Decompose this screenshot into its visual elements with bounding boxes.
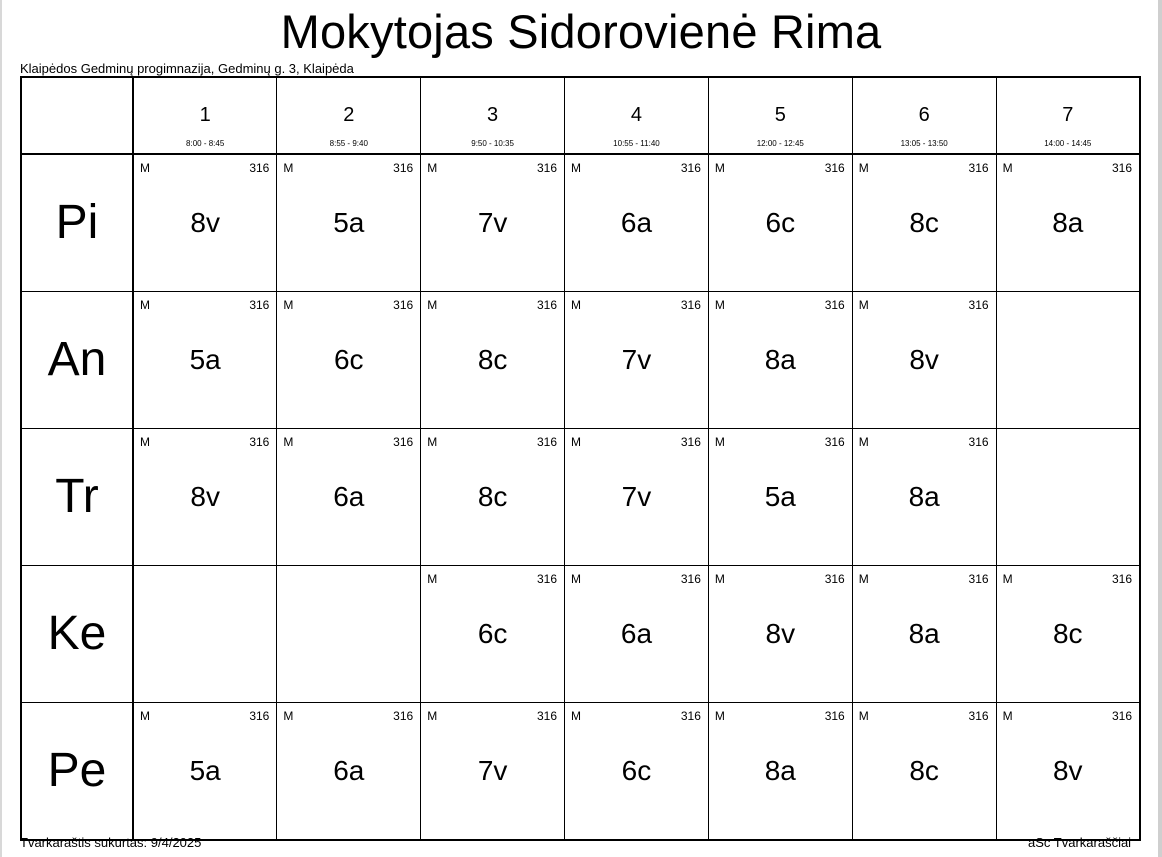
lesson-cell	[421, 703, 565, 841]
period-time: 12:00 - 12:45	[756, 139, 804, 148]
day-label-cell	[21, 429, 133, 566]
lesson-class: 8v	[765, 618, 796, 649]
period-number: 3	[487, 104, 499, 126]
lesson-room: 316	[824, 298, 845, 312]
lesson-class: 6a	[333, 755, 365, 786]
period-header-cell	[133, 77, 277, 154]
lesson-cell	[852, 566, 996, 703]
day-label-cell	[21, 566, 133, 703]
empty-cell	[277, 566, 421, 703]
school-address: Klaipėdos Gedminų progimnazija, Gedminų g. 3, Klaipėda	[20, 61, 354, 76]
period-number: 1	[199, 104, 211, 126]
lesson-cell	[277, 292, 421, 429]
lesson-subject: M	[427, 161, 438, 175]
lesson-room: 316	[968, 435, 989, 449]
lesson-class: 5a	[764, 481, 796, 512]
lesson-subject: M	[427, 709, 438, 723]
lesson-class: 6c	[765, 207, 796, 238]
period-time: 8:55 - 9:40	[329, 139, 368, 148]
lesson-subject: M	[571, 161, 582, 175]
period-time: 13:05 - 13:50	[900, 139, 948, 148]
lesson-subject: M	[427, 435, 438, 449]
day-label: Tr	[55, 470, 99, 523]
lesson-cell	[565, 292, 709, 429]
day-label: An	[47, 333, 107, 386]
day-row	[21, 292, 1140, 429]
lesson-cell	[996, 154, 1140, 292]
day-label-cell	[21, 154, 133, 292]
lesson-room: 316	[1111, 161, 1132, 175]
lesson-cell	[421, 292, 565, 429]
lesson-subject: M	[283, 709, 294, 723]
lesson-room: 316	[249, 709, 270, 723]
lesson-cell	[277, 154, 421, 292]
lesson-room: 316	[537, 572, 558, 586]
lesson-cell	[421, 154, 565, 292]
lesson-cell	[565, 566, 709, 703]
lesson-room: 316	[1111, 709, 1132, 723]
lesson-class: 8v	[190, 481, 220, 512]
lesson-room: 316	[680, 298, 701, 312]
software-brand: aSc Tvarkaraščiai	[1028, 835, 1132, 850]
lesson-subject: M	[427, 572, 438, 586]
lesson-room: 316	[968, 161, 989, 175]
lesson-room: 316	[968, 709, 989, 723]
lesson-room: 316	[393, 161, 414, 175]
lesson-subject: M	[283, 435, 294, 449]
created-date: Tvarkaraštis sukurtas: 9/4/2025	[20, 835, 202, 850]
lesson-class: 7v	[477, 755, 508, 786]
period-time: 8:00 - 8:45	[186, 139, 225, 148]
period-header-cell	[708, 77, 852, 154]
lesson-class: 7v	[477, 207, 508, 238]
period-header-cell	[852, 77, 996, 154]
lesson-cell	[421, 429, 565, 566]
lesson-subject: M	[858, 572, 869, 586]
lesson-class: 6a	[620, 207, 653, 238]
lesson-cell	[852, 429, 996, 566]
lesson-subject: M	[140, 161, 150, 175]
period-time: 14:00 - 14:45	[1044, 139, 1092, 148]
empty-cell	[133, 566, 277, 703]
lesson-cell	[708, 429, 852, 566]
period-time: 10:55 - 11:40	[613, 139, 660, 148]
lesson-subject: M	[140, 298, 150, 312]
lesson-cell	[133, 429, 277, 566]
lesson-subject: M	[714, 161, 725, 175]
lesson-class: 8v	[909, 344, 939, 375]
lesson-cell	[708, 292, 852, 429]
lesson-room: 316	[537, 161, 558, 175]
lesson-class: 8a	[764, 755, 796, 786]
lesson-cell	[277, 429, 421, 566]
lesson-cell	[708, 703, 852, 841]
lesson-subject: M	[1002, 709, 1013, 723]
period-time: 9:50 - 10:35	[471, 139, 514, 148]
page-edge-left	[0, 0, 2, 857]
lesson-subject: M	[427, 298, 438, 312]
lesson-class: 7v	[621, 481, 652, 512]
lesson-subject: M	[858, 298, 869, 312]
lesson-class: 8c	[909, 207, 939, 238]
lesson-cell	[133, 154, 277, 292]
lesson-room: 316	[249, 298, 270, 312]
day-row	[21, 703, 1140, 841]
lesson-cell	[708, 566, 852, 703]
lesson-subject: M	[1002, 572, 1013, 586]
lesson-subject: M	[714, 709, 725, 723]
period-header-cell	[277, 77, 421, 154]
lesson-class: 8c	[477, 481, 508, 512]
lesson-room: 316	[537, 435, 558, 449]
lesson-room: 316	[824, 572, 845, 586]
period-header-row	[21, 77, 1140, 154]
lesson-cell	[565, 429, 709, 566]
day-label: Pe	[47, 744, 107, 797]
period-number: 2	[343, 104, 355, 126]
timetable-grid	[20, 76, 1141, 841]
lesson-class: 8a	[908, 481, 940, 512]
lesson-class: 8a	[764, 344, 796, 375]
lesson-room: 316	[393, 435, 414, 449]
period-header-cell	[996, 77, 1140, 154]
lesson-subject: M	[571, 572, 582, 586]
day-row	[21, 429, 1140, 566]
lesson-subject: M	[140, 709, 150, 723]
lesson-subject: M	[858, 435, 869, 449]
lesson-room: 316	[249, 161, 270, 175]
lesson-subject: M	[571, 298, 582, 312]
lesson-subject: M	[283, 298, 294, 312]
corner-cell	[21, 77, 133, 154]
page-title: Mokytojas Sidorovienė Rima	[280, 5, 882, 58]
lesson-room: 316	[968, 572, 989, 586]
lesson-cell	[852, 292, 996, 429]
lesson-room: 316	[824, 161, 845, 175]
lesson-subject: M	[858, 161, 869, 175]
day-label-cell	[21, 703, 133, 841]
lesson-class: 6c	[621, 755, 652, 786]
lesson-room: 316	[680, 161, 701, 175]
lesson-class: 8a	[908, 618, 940, 649]
lesson-class: 5a	[333, 207, 365, 238]
lesson-subject: M	[714, 435, 725, 449]
day-label-cell	[21, 292, 133, 429]
lesson-subject: M	[140, 435, 150, 449]
lesson-class: 8v	[1052, 755, 1083, 786]
lesson-cell	[852, 703, 996, 841]
lesson-cell	[996, 566, 1140, 703]
day-row	[21, 154, 1140, 292]
lesson-cell	[708, 154, 852, 292]
empty-cell	[996, 429, 1140, 566]
lesson-class: 5a	[189, 344, 221, 375]
lesson-subject: M	[571, 709, 582, 723]
page-edge-right	[1158, 0, 1162, 857]
lesson-room: 316	[1111, 572, 1132, 586]
lesson-subject: M	[714, 572, 725, 586]
lesson-cell	[565, 703, 709, 841]
period-header-cell	[421, 77, 565, 154]
day-row	[21, 566, 1140, 703]
period-number: 5	[774, 104, 786, 126]
lesson-room: 316	[537, 298, 558, 312]
lesson-class: 8c	[1052, 618, 1083, 649]
lesson-cell	[133, 703, 277, 841]
empty-cell	[996, 292, 1140, 429]
lesson-room: 316	[249, 435, 270, 449]
lesson-room: 316	[680, 709, 701, 723]
lesson-class: 5a	[189, 755, 221, 786]
period-number: 4	[630, 104, 643, 126]
lesson-cell	[565, 154, 709, 292]
lesson-subject: M	[714, 298, 725, 312]
lesson-class: 6a	[333, 481, 365, 512]
period-number: 6	[918, 104, 930, 126]
lesson-class: 8a	[1052, 207, 1084, 238]
lesson-room: 316	[824, 435, 845, 449]
lesson-room: 316	[393, 298, 414, 312]
lesson-class: 8v	[190, 207, 220, 238]
lesson-cell	[277, 703, 421, 841]
period-header-cell	[565, 77, 709, 154]
lesson-cell	[421, 566, 565, 703]
lesson-room: 316	[680, 572, 701, 586]
lesson-room: 316	[537, 709, 558, 723]
lesson-subject: M	[1002, 161, 1013, 175]
lesson-subject: M	[283, 161, 294, 175]
lesson-subject: M	[858, 709, 869, 723]
lesson-class: 8c	[477, 344, 508, 375]
period-number: 7	[1062, 104, 1074, 126]
day-label: Ke	[47, 607, 107, 660]
lesson-class: 8c	[909, 755, 939, 786]
lesson-cell	[996, 703, 1140, 841]
lesson-room: 316	[393, 709, 414, 723]
lesson-room: 316	[824, 709, 845, 723]
lesson-room: 316	[680, 435, 701, 449]
day-label: Pi	[55, 196, 99, 249]
lesson-subject: M	[571, 435, 582, 449]
lesson-cell	[133, 292, 277, 429]
lesson-class: 7v	[621, 344, 652, 375]
lesson-cell	[852, 154, 996, 292]
lesson-room: 316	[968, 298, 989, 312]
lesson-class: 6c	[477, 618, 508, 649]
lesson-class: 6c	[333, 344, 364, 375]
lesson-class: 6a	[620, 618, 653, 649]
